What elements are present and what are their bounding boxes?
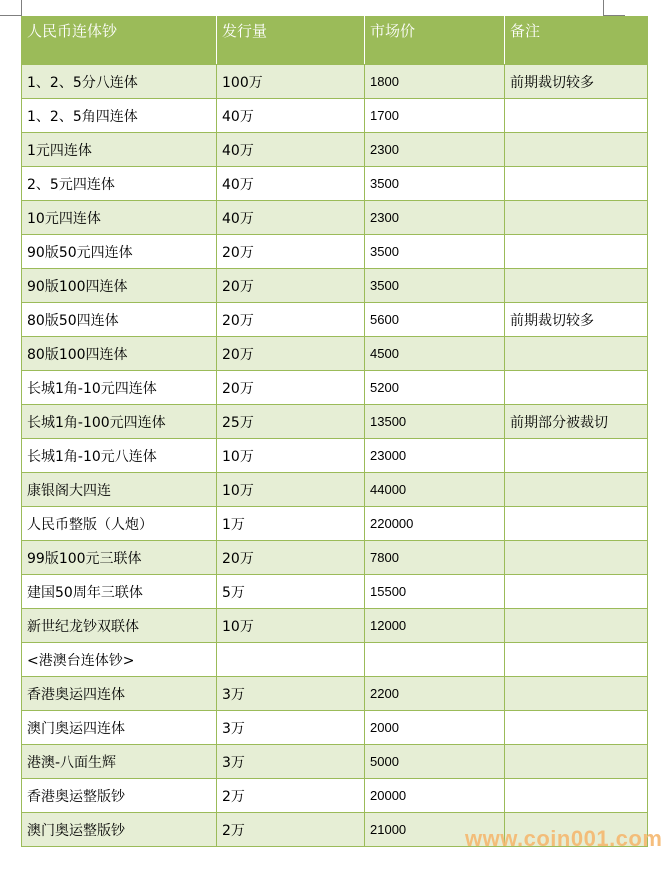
cell-name: 澳门奥运四连体 [22, 711, 217, 745]
table-header-row [22, 16, 648, 65]
cell-issue-volume: 40万 [217, 167, 365, 201]
cell-name: 港澳-八面生辉 [22, 745, 217, 779]
table-row [22, 779, 648, 813]
header-name: 人民币连体钞 [22, 16, 217, 65]
cell-remarks: 前期裁切较多 [505, 65, 648, 99]
cell-issue-volume: 20万 [217, 269, 365, 303]
table-row [22, 303, 648, 337]
cell-market-price: 44000 [365, 473, 505, 507]
cell-market-price: 15500 [365, 575, 505, 609]
cell-remarks [505, 167, 648, 201]
cell-issue-volume: 25万 [217, 405, 365, 439]
cell-market-price: 23000 [365, 439, 505, 473]
cell-issue-volume: 5万 [217, 575, 365, 609]
cell-name: 10元四连体 [22, 201, 217, 235]
cell-issue-volume: 20万 [217, 541, 365, 575]
cell-name: 1、2、5角四连体 [22, 99, 217, 133]
cell-remarks [505, 235, 648, 269]
margin-mark-left-horizontal [0, 15, 22, 16]
cell-name: 新世纪龙钞双联体 [22, 609, 217, 643]
cell-name: 康银阁大四连 [22, 473, 217, 507]
cell-remarks [505, 439, 648, 473]
cell-issue-volume: 20万 [217, 337, 365, 371]
cell-remarks [505, 337, 648, 371]
cell-name: 澳门奥运整版钞 [22, 813, 217, 847]
header-issue-volume: 发行量 [217, 16, 365, 65]
cell-remarks [505, 677, 648, 711]
cell-market-price: 7800 [365, 541, 505, 575]
cell-remarks [505, 507, 648, 541]
cell-market-price: 5200 [365, 371, 505, 405]
table-row [22, 643, 648, 677]
cell-market-price: 21000 [365, 813, 505, 847]
cell-market-price: 3500 [365, 167, 505, 201]
cell-name: 90版50元四连体 [22, 235, 217, 269]
table-row [22, 337, 648, 371]
table-row [22, 609, 648, 643]
cell-remarks [505, 745, 648, 779]
cell-market-price: 2300 [365, 201, 505, 235]
cell-remarks: 前期部分被裁切 [505, 405, 648, 439]
cell-name: 香港奥运整版钞 [22, 779, 217, 813]
cell-issue-volume: 3万 [217, 745, 365, 779]
table-row [22, 269, 648, 303]
cell-issue-volume: 100万 [217, 65, 365, 99]
cell-name: 人民币整版（人炮） [22, 507, 217, 541]
cell-issue-volume: 20万 [217, 303, 365, 337]
cell-name: 长城1角-10元八连体 [22, 439, 217, 473]
cell-market-price: 5600 [365, 303, 505, 337]
cell-market-price: 2300 [365, 133, 505, 167]
site-watermark: www.coin001.com [465, 826, 663, 851]
cell-name: 香港奥运四连体 [22, 677, 217, 711]
cell-issue-volume: 10万 [217, 439, 365, 473]
banknote-price-table [21, 16, 648, 847]
cell-remarks [505, 575, 648, 609]
cell-name: 1、2、5分八连体 [22, 65, 217, 99]
cell-remarks [505, 201, 648, 235]
cell-name: 建国50周年三联体 [22, 575, 217, 609]
table-row [22, 167, 648, 201]
cell-issue-volume: 2万 [217, 813, 365, 847]
cell-market-price [365, 643, 505, 677]
cell-remarks: 前期裁切较多 [505, 303, 648, 337]
header-market-price: 市场价 [365, 16, 505, 65]
cell-remarks [505, 473, 648, 507]
cell-name: 2、5元四连体 [22, 167, 217, 201]
cell-market-price: 13500 [365, 405, 505, 439]
cell-name: 长城1角-10元四连体 [22, 371, 217, 405]
cell-remarks [505, 99, 648, 133]
cell-issue-volume: 1万 [217, 507, 365, 541]
cell-name: 90版100四连体 [22, 269, 217, 303]
cell-remarks [505, 609, 648, 643]
table-row [22, 745, 648, 779]
cell-remarks [505, 133, 648, 167]
cell-name: 80版100四连体 [22, 337, 217, 371]
table-body [22, 65, 648, 847]
table-row [22, 201, 648, 235]
cell-market-price: 1800 [365, 65, 505, 99]
table-row [22, 507, 648, 541]
cell-issue-volume: 3万 [217, 677, 365, 711]
cell-issue-volume: 40万 [217, 99, 365, 133]
cell-name: 80版50四连体 [22, 303, 217, 337]
cell-market-price: 12000 [365, 609, 505, 643]
table-row [22, 405, 648, 439]
cell-issue-volume: 10万 [217, 609, 365, 643]
cell-market-price: 4500 [365, 337, 505, 371]
cell-market-price: 3500 [365, 235, 505, 269]
cell-market-price: 2000 [365, 711, 505, 745]
cell-name: 99版100元三联体 [22, 541, 217, 575]
cell-market-price: 1700 [365, 99, 505, 133]
table-row [22, 133, 648, 167]
cell-market-price: 20000 [365, 779, 505, 813]
cell-remarks [505, 643, 648, 677]
cell-issue-volume [217, 643, 365, 677]
cell-issue-volume: 20万 [217, 371, 365, 405]
cell-name: <港澳台连体钞> [22, 643, 217, 677]
cell-issue-volume: 20万 [217, 235, 365, 269]
table-row [22, 541, 648, 575]
cell-issue-volume: 40万 [217, 201, 365, 235]
cell-remarks [505, 371, 648, 405]
table-row [22, 473, 648, 507]
cell-issue-volume: 40万 [217, 133, 365, 167]
cell-name: 长城1角-100元四连体 [22, 405, 217, 439]
table-row [22, 99, 648, 133]
cell-market-price: 2200 [365, 677, 505, 711]
cell-issue-volume: 10万 [217, 473, 365, 507]
cell-name: 1元四连体 [22, 133, 217, 167]
table-row [22, 439, 648, 473]
cell-issue-volume: 2万 [217, 779, 365, 813]
table-row [22, 371, 648, 405]
cell-remarks [505, 711, 648, 745]
table-row [22, 711, 648, 745]
margin-mark-left-vertical [21, 0, 22, 15]
cell-remarks [505, 779, 648, 813]
cell-market-price: 3500 [365, 269, 505, 303]
table-row [22, 677, 648, 711]
cell-remarks [505, 269, 648, 303]
margin-mark-right-vertical [603, 0, 604, 15]
header-remarks: 备注 [505, 16, 648, 65]
cell-market-price: 220000 [365, 507, 505, 541]
cell-market-price: 5000 [365, 745, 505, 779]
cell-issue-volume: 3万 [217, 711, 365, 745]
cell-remarks [505, 541, 648, 575]
table-row [22, 65, 648, 99]
table-row [22, 235, 648, 269]
table-row [22, 575, 648, 609]
